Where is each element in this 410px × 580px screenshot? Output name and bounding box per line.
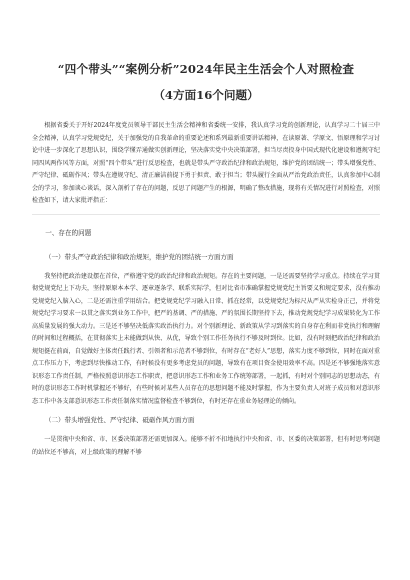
- divider: [32, 214, 380, 215]
- subsection-heading-1: （一）带头严守政治纪律和政治规矩，维护党的团结统一方面方面: [45, 252, 234, 261]
- paragraph-2: 一是贯彻中央和省、市、区委决策部署还需更加深入。能够不折不扣地执行中央和省、市、区委的决策部署，但有时思考问题的站位还不够高，对上级政策的理解不够: [32, 436, 380, 456]
- section-heading-problems: 一、存在的问题: [45, 228, 92, 237]
- page-subtitle: （4方面16个问题）: [153, 88, 259, 102]
- paragraph-1: 我坚持把政治建设摆在首位，严格遵守党的政治纪律和政治规矩。存在的主要问题，一是还需要坚持学习重点。持续在学习贯彻党规党纪上下功夫，坚持原原本本学、逐章逐条学、联系实际学，但对比省市准确掌握党规党纪主旨要义和规定要求，没有推动党规党纪入脑入心，二是还需注重学用结合。把党规党纪学习融入日常、抓在经常，以党规党纪为标尺从严从实检身正己，并将党规党纪学习要求一以贯之落实到业务工作中，把严的基调、严的措施、严的氛围长期坚持下去，推动党规党纪学习成果转化为工作高质量发展的强大动力。三是还不够坚决低落实政治执行力。对个别新理论、新政策从学习到落实的自身存在利而非党执行和理解的时间和过程概括，在贯彻落实上未能做到从快、从优，导致个别工作任务执行不够及时到位。比如，没有时刻把政治纪律和政治规矩挺在前面，自觉做好主体责任践行者、引领者和示范者不够到位，有时存在“老好人”思想，落实力度不够到位，同时在面对重点工作压力下，考虑到尽快推动工作，有时候没有更多考虑党员的问题，导致有在项目资金使用效率不高。四是还不够强地落实意识形态工作责任制，严格按照意识形态工作职责，把意识形态工作和业务工作统筹部署，一起抓，有时对个别同志的思想动态，有时的意识形态工作时机掌握还不够好，有些时候对某些人员存在的思想问题不能及时掌握，作为主要负责人对班子成员和对意识形态工作中各支部意识形态工作责任制落实情况监督检查不够到位，有时还存在重业务轻理论的倾向。: [32, 272, 380, 405]
- subsection-heading-2: （二）带头增强党性、严守纪律、砥砺作风方面方面: [45, 416, 195, 424]
- intro-paragraph: 根据省委关于开好2024年度党员领导干部民主生活会精神和省委统一安排，我认真学习党的创新理论，认真学习二十届三中全会精神，认真学习党规党纪，关于加强党的自我革命的重要论述和系列最新重要讲话精神，在读原著、学原文、悟原理和学习讨论中进一步深化了思想认识，围绕学懂弄通做实创新理论，坚决落实党中央决策部署，担当尽责投身中国式现代化建设和遵规守纪同四风两作风等方面，对照“四个带头”进行反思检查，也就是带头严守政治纪律和政治规矩，维护党的团结统一；带头增强党性、严守纪律、砥砺作风；带头在遵规守纪、清正廉洁前提下勇于担责、敢于担当；带头履行全面从严治党政治责任，认真参加中心制会的学习，参加谈心谈话，深入剖析了存在的问题，反思了问题产生的根源，明确了整改措施，现将有关情况进行对照检查，对照检查如下，请大家批评指正：: [32, 122, 380, 204]
- page-title: “四个带头”“案例分析”2024年民主生活会个人对照检查: [57, 62, 355, 76]
